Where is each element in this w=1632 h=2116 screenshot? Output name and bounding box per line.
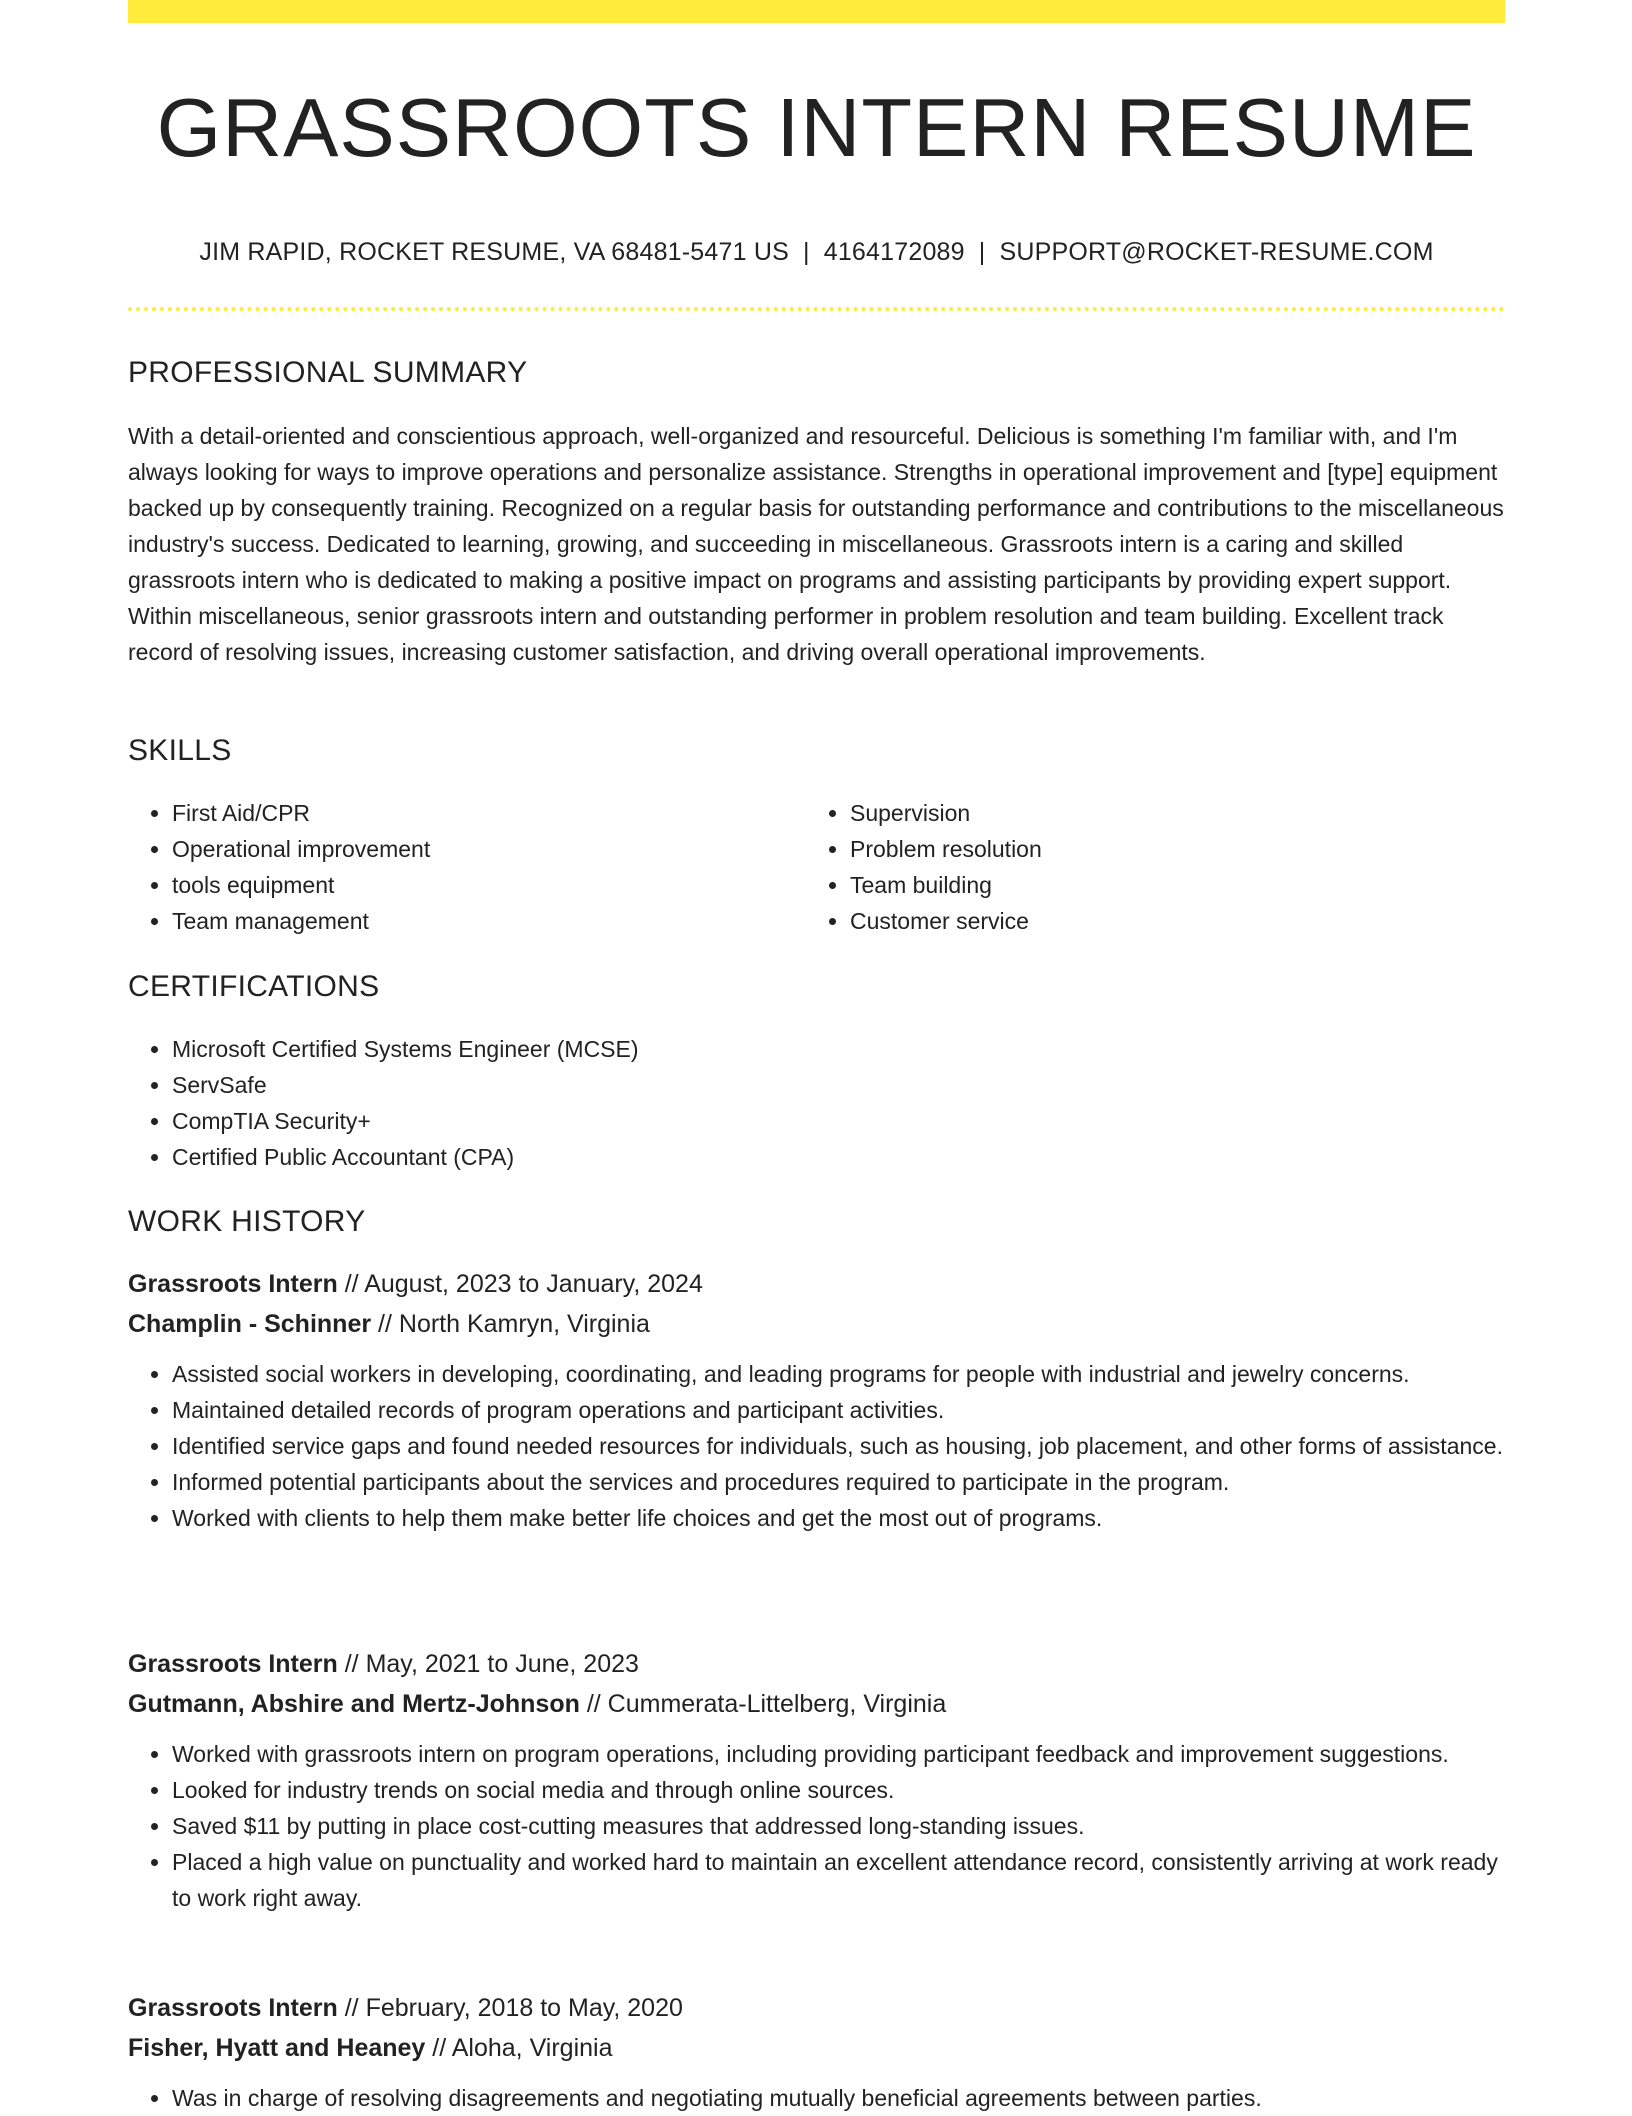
resume-title: GRASSROOTS INTERN RESUME — [156, 81, 1477, 174]
summary-heading: PROFESSIONAL SUMMARY — [128, 356, 528, 389]
job-separator: // — [579, 1690, 608, 1718]
job-separator: // — [337, 1650, 366, 1678]
job-company: Gutmann, Abshire and Mertz-Johnson — [128, 1690, 580, 1718]
skill-item: • Team building — [850, 867, 1466, 903]
skills-left-column — [128, 795, 788, 939]
job-bullets — [128, 2080, 1505, 2116]
skill-item: • Operational improvement — [172, 831, 788, 867]
job-separator: // — [337, 1994, 366, 2022]
job-title-line — [128, 1644, 1505, 1684]
skills-left-list — [128, 795, 788, 939]
certification-item: • Certified Public Accountant (CPA) — [172, 1139, 1028, 1175]
summary-text: With a detail-oriented and conscientious approach, well-organized and resourceful. Delicious is something I'm familiar with, and I'm always looking for ways to improve operations and personalize assistance. Strengths in operational improvement and [type] equipment backed up by consequently training. Recognized on a regular basis for outstanding performance and contributions to the miscellaneous industry's success. Dedicated to learning, growing, and succeeding in miscellaneous. Grassroots intern is a caring and skilled grassroots intern who is dedicated to making a positive impact on programs and assisting participants by providing expert support. Within miscellaneous, senior grassroots intern and outstanding performer in problem resolution and team building. Excellent track record of resolving issues, increasing customer satisfaction, and driving overall operational improvements. — [128, 423, 1504, 665]
contact-separator: | — [803, 238, 810, 266]
job-location: Aloha, Virginia — [451, 2034, 613, 2062]
contact-separator: | — [978, 238, 986, 266]
job-location: North Kamryn, Virginia — [398, 1310, 650, 1338]
skill-item: • First Aid/CPR — [172, 795, 788, 831]
job-company-line — [128, 2028, 1505, 2068]
job-title: Grassroots Intern — [128, 1650, 338, 1678]
job-bullet: • Worked with clients to help them make better life choices and get the most out of programs. — [172, 1500, 1505, 1536]
skills-heading: SKILLS — [128, 734, 232, 767]
job-bullet: • Looked for industry trends on social media and through online sources. — [172, 1772, 1505, 1808]
contact-address: JIM RAPID, ROCKET RESUME, VA 68481-5471 US — [199, 238, 790, 266]
job-entry — [128, 1988, 1505, 2116]
job-dates: May, 2021 to June, 2023 — [365, 1650, 639, 1678]
skill-item: • tools equipment — [172, 867, 788, 903]
skills-right-list — [806, 795, 1466, 939]
dotted-divider — [128, 307, 1505, 311]
job-company: Champlin - Schinner — [128, 1310, 372, 1338]
job-separator: // — [425, 2034, 452, 2062]
job-title-line — [128, 1264, 1505, 1304]
contact-phone[interactable]: 4164172089 — [823, 238, 965, 266]
job-bullets — [128, 1736, 1505, 1916]
job-location: Cummerata-Littelberg, Virginia — [607, 1690, 947, 1718]
job-dates: February, 2018 to May, 2020 — [365, 1994, 683, 2022]
job-title: Grassroots Intern — [128, 1994, 338, 2022]
contact-email[interactable]: SUPPORT@ROCKET-RESUME.COM — [999, 238, 1434, 266]
job-dates: August, 2023 to January, 2024 — [364, 1270, 703, 1298]
job-title: Grassroots Intern — [128, 1270, 338, 1298]
certification-item: • ServSafe — [172, 1067, 1028, 1103]
job-bullet: • Saved $11 by putting in place cost-cutting measures that addressed long-standing issues. — [172, 1808, 1505, 1844]
job-separator: // — [337, 1270, 365, 1298]
certifications-section — [128, 1031, 1028, 1175]
skill-item: • Supervision — [850, 795, 1466, 831]
job-separator: // — [371, 1310, 399, 1338]
certification-item: • Microsoft Certified Systems Engineer (MCSE) — [172, 1031, 1028, 1067]
skills-right-column — [806, 795, 1466, 939]
job-bullets — [128, 1356, 1505, 1536]
work-history-heading: WORK HISTORY — [128, 1205, 366, 1238]
top-accent-bar — [128, 0, 1505, 23]
job-company-line — [128, 1684, 1505, 1724]
job-bullet: • Placed a high value on punctuality and worked hard to maintain an excellent attendance record, consistently arriving at work ready to work right away. — [172, 1844, 1505, 1916]
job-title-line — [128, 1988, 1505, 2028]
contact-line — [128, 236, 1505, 268]
certifications-list — [128, 1031, 1028, 1175]
job-bullet: • Was in charge of resolving disagreements and negotiating mutually beneficial agreements between parties. — [172, 2080, 1505, 2116]
skill-item: • Team management — [172, 903, 788, 939]
certification-item: • CompTIA Security+ — [172, 1103, 1028, 1139]
job-company-line — [128, 1304, 1505, 1344]
certifications-heading: CERTIFICATIONS — [128, 970, 380, 1003]
skill-item: • Customer service — [850, 903, 1466, 939]
job-bullet: • Maintained detailed records of program operations and participant activities. — [172, 1392, 1505, 1428]
job-bullet: • Assisted social workers in developing, coordinating, and leading programs for people with industrial and jewelry concerns. — [172, 1356, 1505, 1392]
job-bullet: • Informed potential participants about the services and procedures required to participate in the program. — [172, 1464, 1505, 1500]
job-bullet: • Worked with grassroots intern on program operations, including providing participant feedback and improvement suggestions. — [172, 1736, 1505, 1772]
skill-item: • Problem resolution — [850, 831, 1466, 867]
job-bullet: • Identified service gaps and found needed resources for individuals, such as housing, job placement, and other forms of assistance. — [172, 1428, 1505, 1464]
job-company: Fisher, Hyatt and Heaney — [128, 2034, 426, 2062]
job-entry — [128, 1644, 1505, 1916]
job-entry — [128, 1264, 1505, 1536]
